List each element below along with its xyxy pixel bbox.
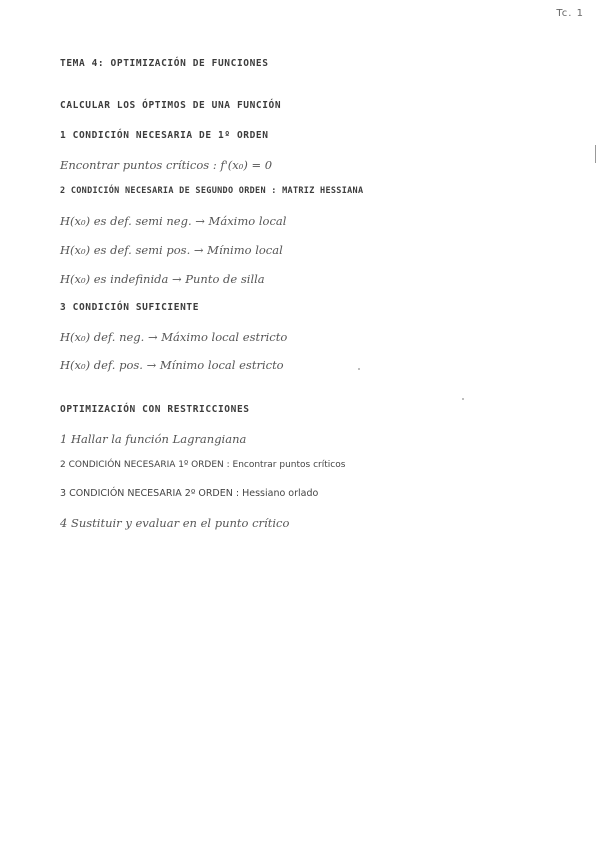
- scan-speck: [462, 398, 464, 400]
- note-line: 2 CONDICIÓN NECESARIA 1º ORDEN : Encontrar puntos críticos: [60, 460, 346, 470]
- note-line: Encontrar puntos críticos : f'(x₀) = 0: [60, 158, 273, 172]
- note-line: H(x₀) es def. semi pos. → Mínimo local: [60, 243, 283, 257]
- note-line: 1 CONDICIÓN NECESARIA DE 1º ORDEN: [60, 130, 269, 141]
- note-line: 4 Sustituir y evaluar en el punto crítico: [60, 516, 290, 530]
- scan-speck: [358, 368, 360, 370]
- margin-mark: [595, 145, 596, 163]
- topic-title: TEMA 4: OPTIMIZACIÓN DE FUNCIONES: [60, 58, 269, 69]
- page-number: Tc. 1: [556, 8, 584, 19]
- note-line: H(x₀) def. neg. → Máximo local estricto: [60, 330, 288, 344]
- note-line: 3 CONDICIÓN NECESARIA 2º ORDEN : Hessiano orlado: [60, 488, 319, 499]
- note-line: 3 CONDICIÓN SUFICIENTE: [60, 302, 200, 313]
- note-line: 1 Hallar la función Lagrangiana: [60, 432, 247, 446]
- note-line: H(x₀) def. pos. → Mínimo local estricto: [60, 358, 284, 372]
- note-line: H(x₀) es indefinida → Punto de silla: [60, 272, 265, 286]
- note-line: 2 CONDICIÓN NECESARIA DE SEGUNDO ORDEN : MATRIZ HESSIANA: [60, 186, 364, 196]
- section-heading-constraints: OPTIMIZACIÓN CON RESTRICCIONES: [60, 404, 250, 415]
- note-line: H(x₀) es def. semi neg. → Máximo local: [60, 214, 287, 228]
- section-heading-optima: CALCULAR LOS ÓPTIMOS DE UNA FUNCIÓN: [60, 100, 282, 111]
